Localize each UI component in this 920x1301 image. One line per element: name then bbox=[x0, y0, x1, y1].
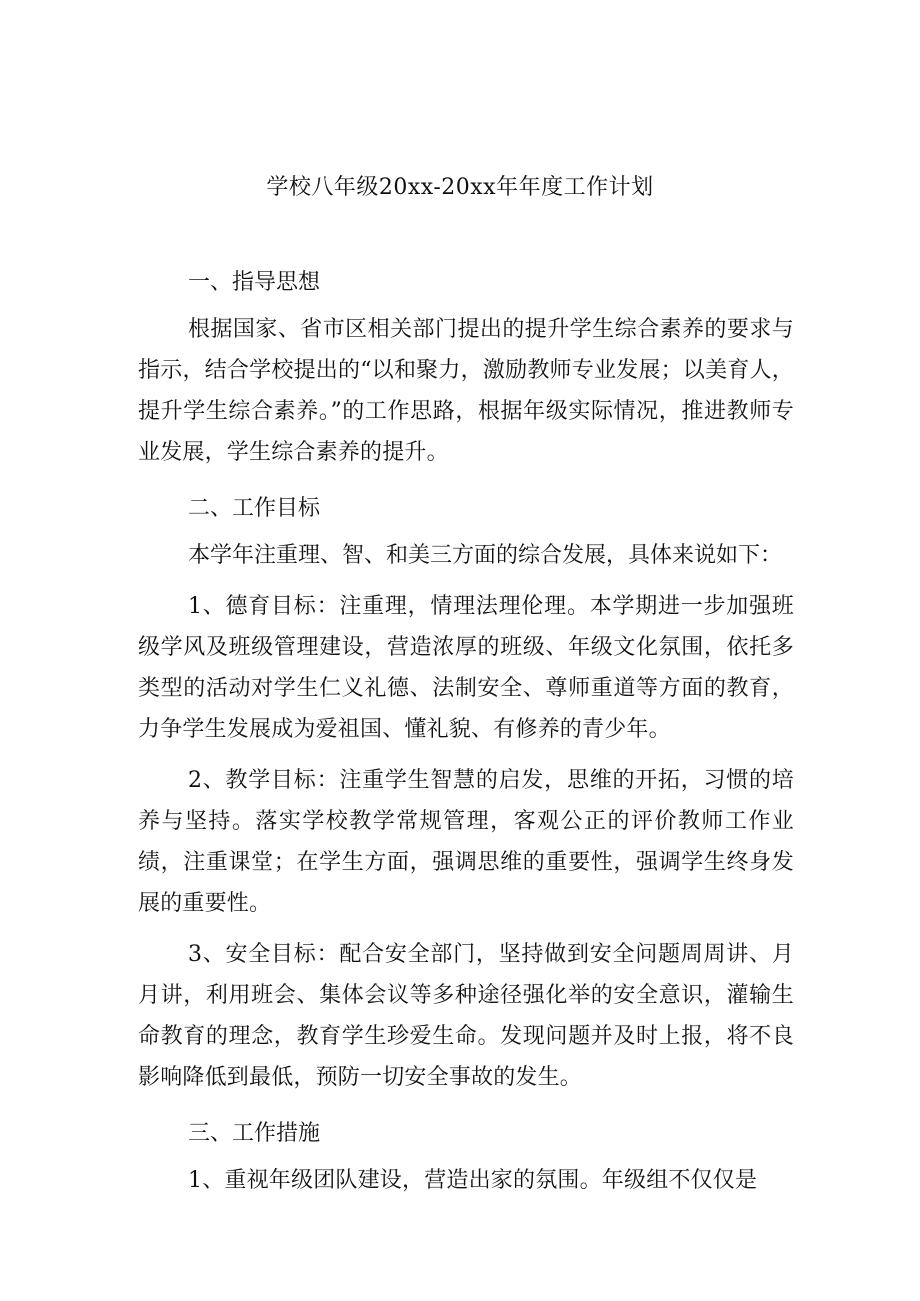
document-title: 学校八年级20xx-20xx年年度工作计划 bbox=[266, 175, 654, 200]
paragraph-safety-goal: 3、安全目标：配合安全部门，坚持做到安全问题周周讲、月月讲，利用班会、集体会议等多种途径强化举的安全意识，灌输生命教育的理念，教育学生珍爱生命。发现问题并及时上报，将不良影响降低到最低，预防一切安全事故的发生。 bbox=[138, 942, 794, 1090]
document-body bbox=[138, 257, 794, 1201]
section-heading-guiding-thought: 一、指导思想 bbox=[188, 270, 321, 295]
paragraph-moral-goal: 1、德育目标：注重理，情理法理伦理。本学期进一步加强班级学风及班级管理建设，营造浓厚的班级、年级文化氛围，依托多类型的活动对学生仁义礼德、法制安全、尊师重道等方面的教育，力争学生发展成为爱祖国、懂礼貌、有修养的青少年。 bbox=[138, 594, 794, 742]
paragraph-team-building: 1、重视年级团队建设，营造出家的氛围。年级组不仅仅是 bbox=[188, 1168, 758, 1193]
section-heading-work-measures: 三、工作措施 bbox=[188, 1121, 321, 1146]
paragraph-guiding-thought: 根据国家、省市区相关部门提出的提升学生综合素养的要求与指示，结合学校提出的“以和聚力，激励教师专业发展；以美育人，提升学生综合素养。”的工作思路，根据年级实际情况，推进教师专业发展，学生综合素养的提升。 bbox=[138, 317, 794, 465]
section-heading-work-goals: 二、工作目标 bbox=[188, 496, 321, 521]
paragraph-teaching-goal: 2、教学目标：注重学生智慧的启发，思维的开拓，习惯的培养与坚持。落实学校教学常规管理，客观公正的评价教师工作业绩，注重课堂；在学生方面，强调思维的重要性，强调学生终身发展的重要性。 bbox=[138, 768, 794, 916]
paragraph-goals-intro: 本学年注重理、智、和美三方面的综合发展，具体来说如下： bbox=[188, 543, 783, 568]
